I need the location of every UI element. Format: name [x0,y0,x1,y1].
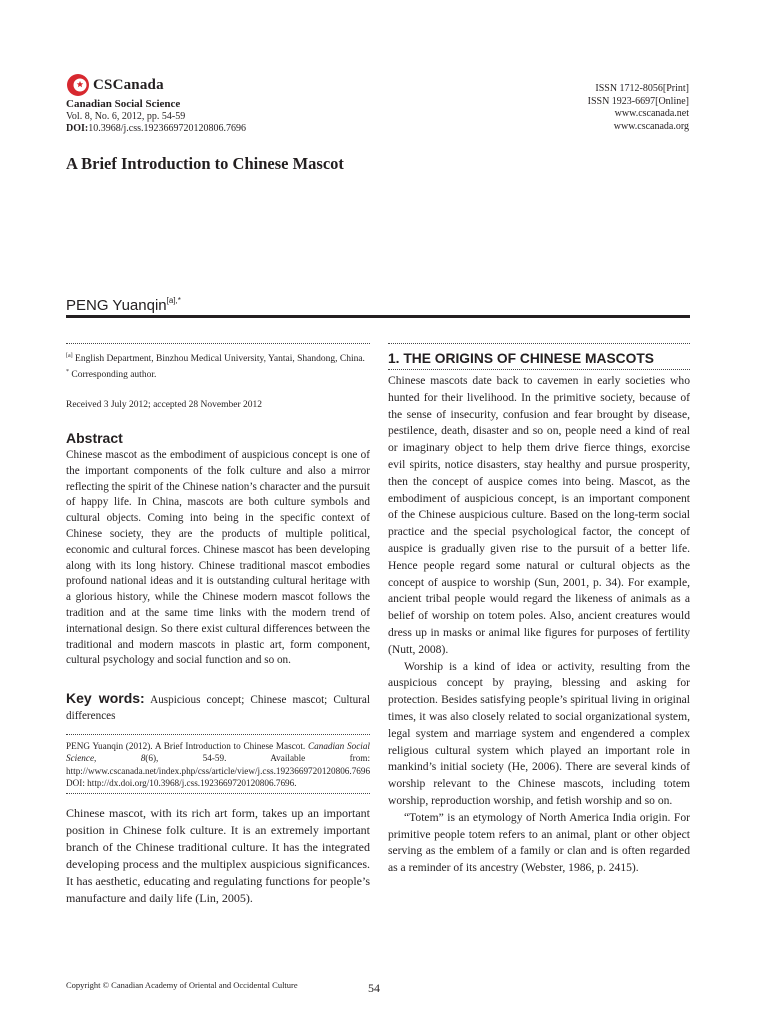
doi-label: DOI: [66,123,89,134]
intro-paragraph: Chinese mascot, with its rich art form, takes up an important position in Chinese folk culture. It is an extremely important branch of the Chinese traditional culture. It has the integrated developing process and the multiplex auspicious significances. It has aesthetic, educating and regulating functions for people’s manufacture and daily life (Lin, 2005). [66,806,370,905]
author-marks: [a],* [166,296,181,305]
publisher-logo [66,72,226,98]
cscanada-logo-icon [66,73,90,97]
author-rule [66,315,690,318]
volume-info: Vol. 8, No. 6, 2012, pp. 54-59 [66,111,186,122]
left-column-top-rule [66,343,370,344]
copyright: Copyright © Canadian Academy of Oriental and Occidental Culture [66,980,298,990]
author-line [66,296,181,314]
affiliation-line [66,350,370,366]
section-bottom-rule [388,369,690,370]
journal-name: Canadian Social Science [66,98,181,110]
keywords-label: Key words: [66,690,145,706]
doi-value: 10.3968/j.css.1923669720120806.7696 [88,123,247,134]
keywords-text: Auspicious concept; Chinese mascot; Cultural differences [66,694,370,722]
logo-text: CSCanada [93,76,164,93]
corresponding-line [66,366,370,382]
url-org[interactable]: www.cscanada.org [613,120,689,132]
article-title: A Brief Introduction to Chinese Mascot [66,154,344,173]
abstract-body: Chinese mascot as the embodiment of auspicious concept is one of the important components of the folk culture and also a mirror reflecting the spirit of the Chinese nation’s character and the pursuit of happy life. In China, mascots are both culture symbols and cultural objects. Coming into being in the specific context of Chinese society, they are the products of multiple political, economic and cultural forces. Chinese mascot has been developing along with its long history. Chinese traditional mascot embodies profound national ideas and it is outstanding cultural heritage with a glorious history, while the Chinese modern mascot follows the tradition and at the same time links with the modern trend of international design. So there exist cultural differences between the traditional and modern mascots in plastic art, form component, cultural psychology and social function and so on. [66,449,370,667]
section-paragraph-2: Worship is a kind of idea or activity, resulting from the auspicious concept by praying, blessing and asking for protection. Besides satisfying people’s spiritual living in original times, it was also closely related to social organizational system, legal system and marriage system and engendered a complex religious cultural system which played an important role in mankind’s initial society (He, 2006). There are several kinds of worship relevant to the Chinese mascots, including totem worship, reproduction worship, and fetish worship and so on. [388,659,690,807]
received-dates: Received 3 July 2012; accepted 28 November 2012 [66,400,263,410]
issn-online: ISSN 1923-6697[Online] [587,95,689,107]
url-net[interactable]: www.cscanada.net [614,108,689,119]
citation-authors-title: PENG Yuanqin (2012). A Brief Introduction to Chinese Mascot. [66,741,308,751]
keywords [66,691,370,725]
affiliation [66,350,370,382]
page-number: 54 [368,981,380,995]
section-paragraph-1: Chinese mascots date back to cavemen in early societies who hunted for their livelihood. In the primitive society, because of the sense of insecurity, confusion and fear brought by disease, pestilence, death, disaster and so on, people need a kind of real or imaginary object to help them drive fierce things, exorcise evil spirits, notice disasters, stay healthy and pursue prosperity, then the concept of auspice comes into being. Mascot, as the embodiment of auspicious concept, is an important component of the Chinese auspicious culture. Based on the long-term social practice and the special psychological factor, the concept of auspice is gradually given rise to the pursuit of a better life. Hence people regard some natural or cultural objects as the concept of auspice to worship (Sun, 2001, p. 34). For example, ancient tribal people would regard the likeness of animals as a belief of worship on totem poles. Also, ancient creatures would dress up in masks or animal like figures for purposes of fertility (Nutt, 2008). [388,374,690,656]
citation-bottom-rule [66,793,370,794]
citation-details[interactable]: (6), 54-59. Available from: http://www.cscanada.net/index.php/css/article/view/j.css.1923669720120806.7696 DOI: http://dx.doi.org/10.3968/j.css.1923669720120806.7696. [66,753,371,788]
issn-print: ISSN 1712-8056[Print] [595,83,689,94]
citation-journal: Canadian Social Science, 8 [66,741,370,764]
doi-line [66,123,246,134]
citation-top-rule [66,734,370,735]
section-top-rule [388,343,690,344]
issn-block [588,83,689,133]
abstract-heading: Abstract [66,430,123,446]
author-name: PENG Yuanqin [66,297,167,314]
corresponding-mark: * [66,369,69,375]
section-paragraph-3: “Totem” is an etymology of North America India origin. For primitive people totem refers to an animal, plant or other object serving as the emblem of a family or clan and is often regarded as a reminder of its ancestry (Webster, 1986, p. 2415). [388,810,690,875]
corresponding-text: Corresponding author. [69,370,157,380]
affiliation-mark: [a] [66,353,73,359]
section-body [388,373,690,877]
affiliation-text: English Department, Binzhou Medical University, Yantai, Shandong, China. [72,354,365,364]
section-heading: 1. THE ORIGINS OF CHINESE MASCOTS [388,351,655,366]
citation-block [66,740,370,789]
